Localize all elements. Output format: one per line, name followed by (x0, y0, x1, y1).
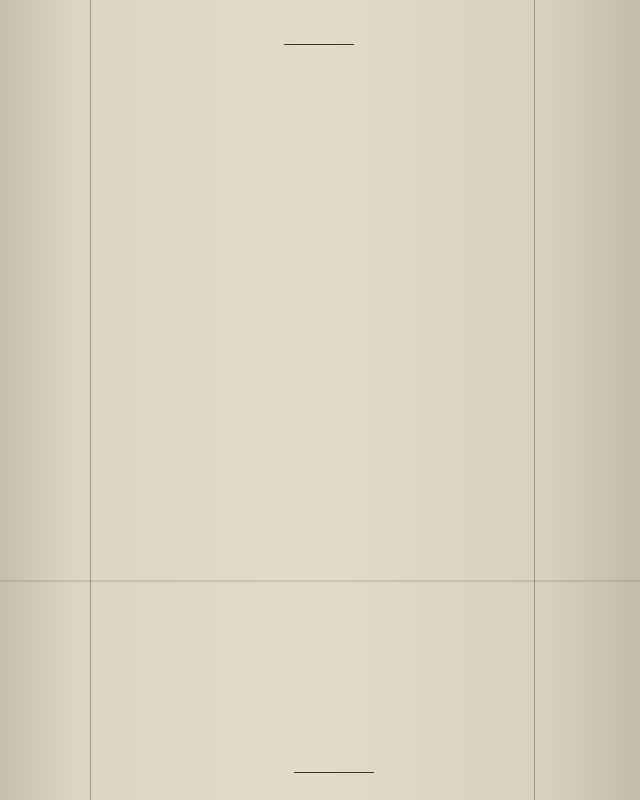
footer-divider (294, 772, 374, 773)
header-divider (284, 44, 354, 45)
main-column (94, 0, 546, 800)
paper-fold (0, 580, 640, 582)
left-column (0, 0, 86, 800)
right-column (536, 0, 640, 800)
column-rule-right (534, 0, 535, 800)
column-rule-left (90, 0, 91, 800)
